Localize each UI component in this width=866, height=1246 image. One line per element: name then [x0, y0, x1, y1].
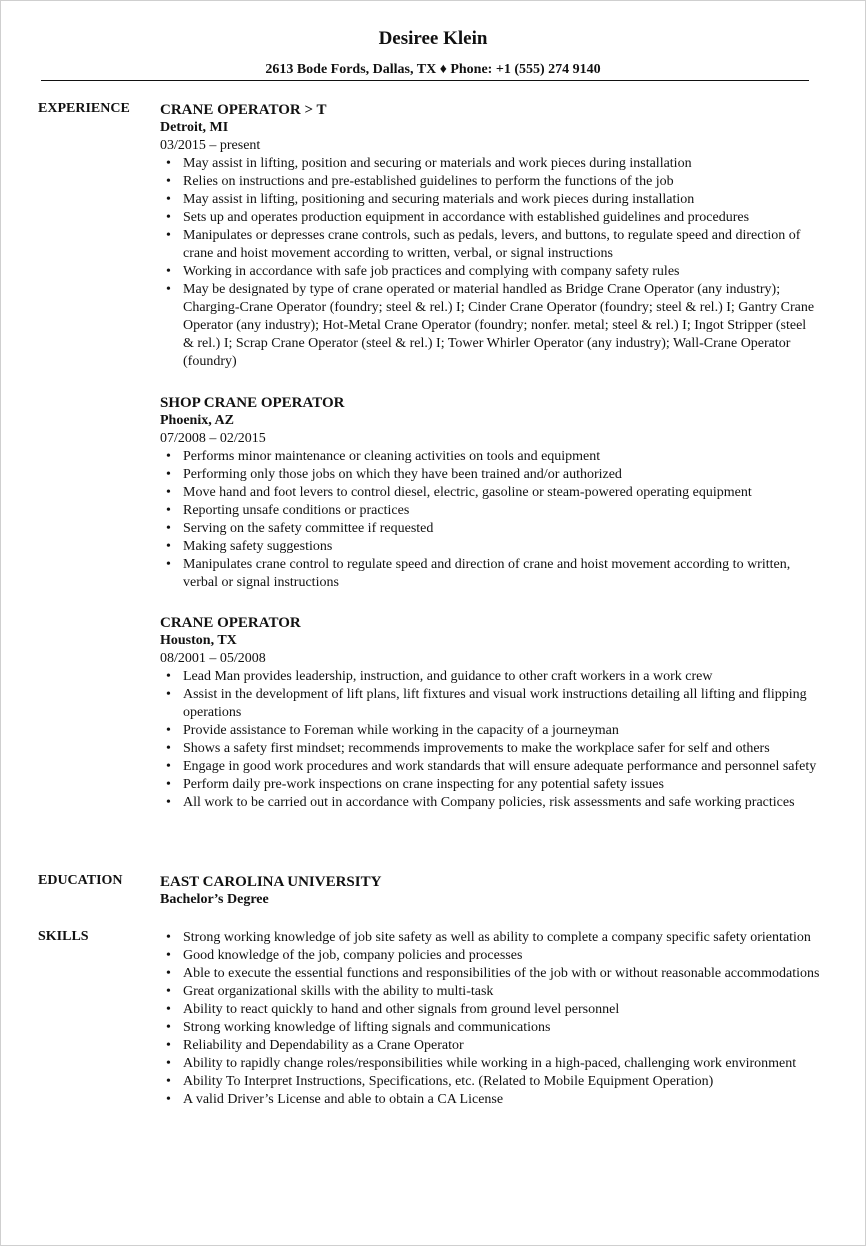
contact-line: 2613 Bode Fords, Dallas, TX ♦ Phone: +1 (555) 274 9140	[265, 62, 601, 77]
bullet-item: • Provide assistance to Foreman while working in the capacity of a journeyman	[160, 722, 820, 740]
job-title: SHOP CRANE OPERATOR	[160, 395, 345, 411]
skills-list	[160, 929, 820, 1109]
section-label-experience: EXPERIENCE	[38, 101, 130, 116]
job-location: Phoenix, AZ	[160, 413, 234, 428]
bullet-item: • May assist in lifting, positioning and securing materials and work pieces during installation	[160, 191, 820, 209]
job-bullets	[160, 155, 820, 371]
job-dates: 03/2015 – present	[160, 138, 261, 153]
skill-item: • A valid Driver’s License and able to obtain a CA License	[160, 1091, 820, 1109]
job-entry	[160, 394, 820, 592]
section-label-education: EDUCATION	[38, 873, 123, 888]
bullet-item: • Performing only those jobs on which they have been trained and/or authorized	[160, 466, 820, 484]
bullet-item: • Shows a safety first mindset; recommends improvements to make the workplace safer for self and others	[160, 740, 820, 758]
skill-item: • Good knowledge of the job, company policies and processes	[160, 947, 820, 965]
skill-item: • Ability to react quickly to hand and other signals from ground level personnel	[160, 1001, 820, 1019]
skill-item: • Ability to rapidly change roles/responsibilities while working in a high-paced, challenging work environment	[160, 1055, 820, 1073]
section-label-skills: SKILLS	[38, 929, 89, 944]
job-location: Houston, TX	[160, 633, 237, 648]
skills-entry	[160, 929, 820, 1109]
skill-item: • Reliability and Dependability as a Crane Operator	[160, 1037, 820, 1055]
school-name: EAST CAROLINA UNIVERSITY	[160, 874, 382, 890]
job-location: Detroit, MI	[160, 120, 229, 135]
bullet-item: • Assist in the development of lift plans, lift fixtures and visual work instructions detailing all lifting and flipping operations	[160, 686, 820, 722]
job-dates: 08/2001 – 05/2008	[160, 651, 266, 666]
education-entry	[160, 873, 820, 909]
degree: Bachelor’s Degree	[160, 892, 269, 907]
skill-item: • Strong working knowledge of job site safety as well as ability to complete a company specific safety orientation	[160, 929, 820, 947]
job-dates: 07/2008 – 02/2015	[160, 431, 266, 446]
skill-item: • Ability To Interpret Instructions, Specifications, etc. (Related to Mobile Equipment Operation)	[160, 1073, 820, 1091]
skill-item: • Great organizational skills with the ability to multi-task	[160, 983, 820, 1001]
bullet-item: • Engage in good work procedures and work standards that will ensure adequate performance and personnel safety	[160, 758, 820, 776]
job-entry	[160, 101, 820, 371]
bullet-item: • Manipulates crane control to regulate speed and direction of crane and hoist movement according to written, verbal or signal instructions	[160, 556, 820, 592]
bullet-item: • May be designated by type of crane operated or material handled as Bridge Crane Operator (any industry); Charging-Crane Operator (foundry; steel & rel.) I; Cinder Crane Operator (foundry; steel & rel.) I; Gantry Crane Operator (any industry); Hot-Metal Crane Operator (foundry; nonfer. metal; steel & rel.) I; Ingot Stripper (steel & rel.) I; Scrap Crane Operator (steel & rel.) I; Tower Whirler Operator (any industry); Wall-Crane Operator (foundry)	[160, 281, 820, 371]
bullet-item: • Sets up and operates production equipment in accordance with established guidelines and procedures	[160, 209, 820, 227]
skill-item: • Able to execute the essential functions and responsibilities of the job with or without reasonable accommodations	[160, 965, 820, 983]
job-bullets	[160, 448, 820, 592]
job-bullets	[160, 668, 820, 812]
candidate-name: Desiree Klein	[378, 28, 488, 49]
bullet-item: • Perform daily pre-work inspections on crane inspecting for any potential safety issues	[160, 776, 820, 794]
skill-item: • Strong working knowledge of lifting signals and communications	[160, 1019, 820, 1037]
bullet-item: • May assist in lifting, position and securing or materials and work pieces during installation	[160, 155, 820, 173]
bullet-item: • Working in accordance with safe job practices and complying with company safety rules	[160, 263, 820, 281]
bullet-item: • Lead Man provides leadership, instruction, and guidance to other craft workers in a work crew	[160, 668, 820, 686]
bullet-item: • Serving on the safety committee if requested	[160, 520, 820, 538]
bullet-item: • Manipulates or depresses crane controls, such as pedals, levers, and buttons, to regulate speed and direction of crane and hoist movement according to written, verbal, or signal instructions	[160, 227, 820, 263]
bullet-item: • Relies on instructions and pre-established guidelines to perform the functions of the job	[160, 173, 820, 191]
bullet-item: • Move hand and foot levers to control diesel, electric, gasoline or steam-powered operating equipment	[160, 484, 820, 502]
job-title: CRANE OPERATOR	[160, 615, 301, 631]
bullet-item: • All work to be carried out in accordance with Company policies, risk assessments and safe working practices	[160, 794, 820, 812]
header-divider	[41, 80, 809, 81]
job-title: CRANE OPERATOR > T	[160, 102, 327, 118]
bullet-item: • Reporting unsafe conditions or practices	[160, 502, 820, 520]
job-entry	[160, 614, 820, 812]
bullet-item: • Making safety suggestions	[160, 538, 820, 556]
bullet-item: • Performs minor maintenance or cleaning activities on tools and equipment	[160, 448, 820, 466]
